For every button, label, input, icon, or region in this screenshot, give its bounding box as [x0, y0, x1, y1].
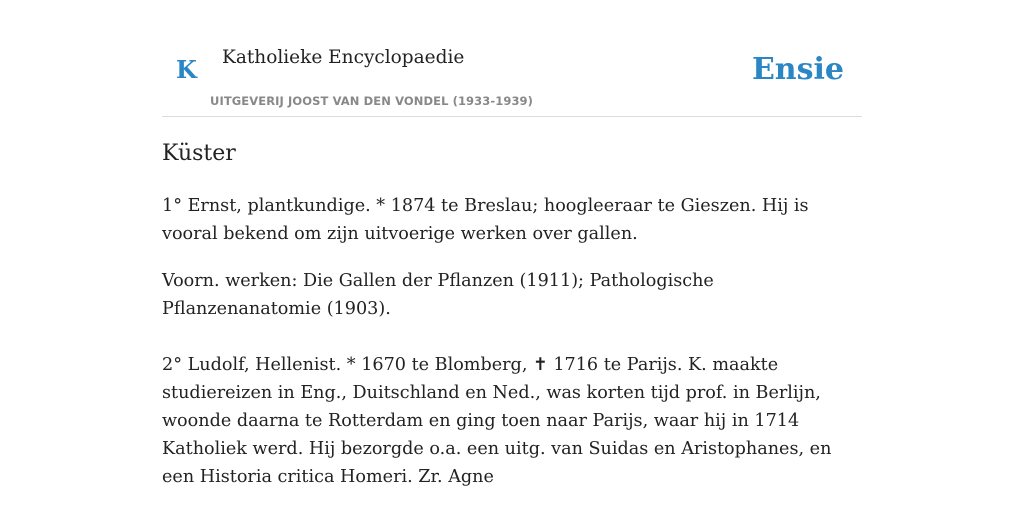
ensie-brand-logo[interactable]: Ensie [751, 52, 844, 87]
site-header [162, 0, 862, 117]
publisher-subtitle: UITGEVERIJ JOOST VAN DEN VONDEL (1933-1939) [210, 94, 533, 108]
entry-paragraph-3: 2° Ludolf, Hellenist. * 1670 te Blomberg, ✝ 1716 te Parijs. K. maakte studiereizen in Eng., Duitschland en Ned., was korten tijd prof. in Berlijn, woonde daarna te Rotterdam en ging toen naar Parijs, waar hij in 1714 Katholiek werd. Hij bezorgde o.a. een uitg. van Suidas en Aristophanes, en een Historia critica Homeri. Zr. Agne [162, 355, 832, 487]
entry-paragraph-2: Voorn. werken: Die Gallen der Pflanzen (1911); Pathologische Pflanzenanatomie (1903). [162, 271, 714, 319]
article-content [162, 138, 862, 491]
entry-title: Küster [162, 141, 236, 166]
encyclopedia-logo[interactable]: K [176, 55, 197, 84]
entry-paragraph-1: 1° Ernst, plantkundige. * 1874 te Breslau; hoogleeraar te Gieszen. Hij is vooral bekend om zijn uitvoerige werken over gallen. [162, 196, 809, 244]
site-title-link[interactable]: Katholieke Encyclopaedie [222, 47, 465, 68]
